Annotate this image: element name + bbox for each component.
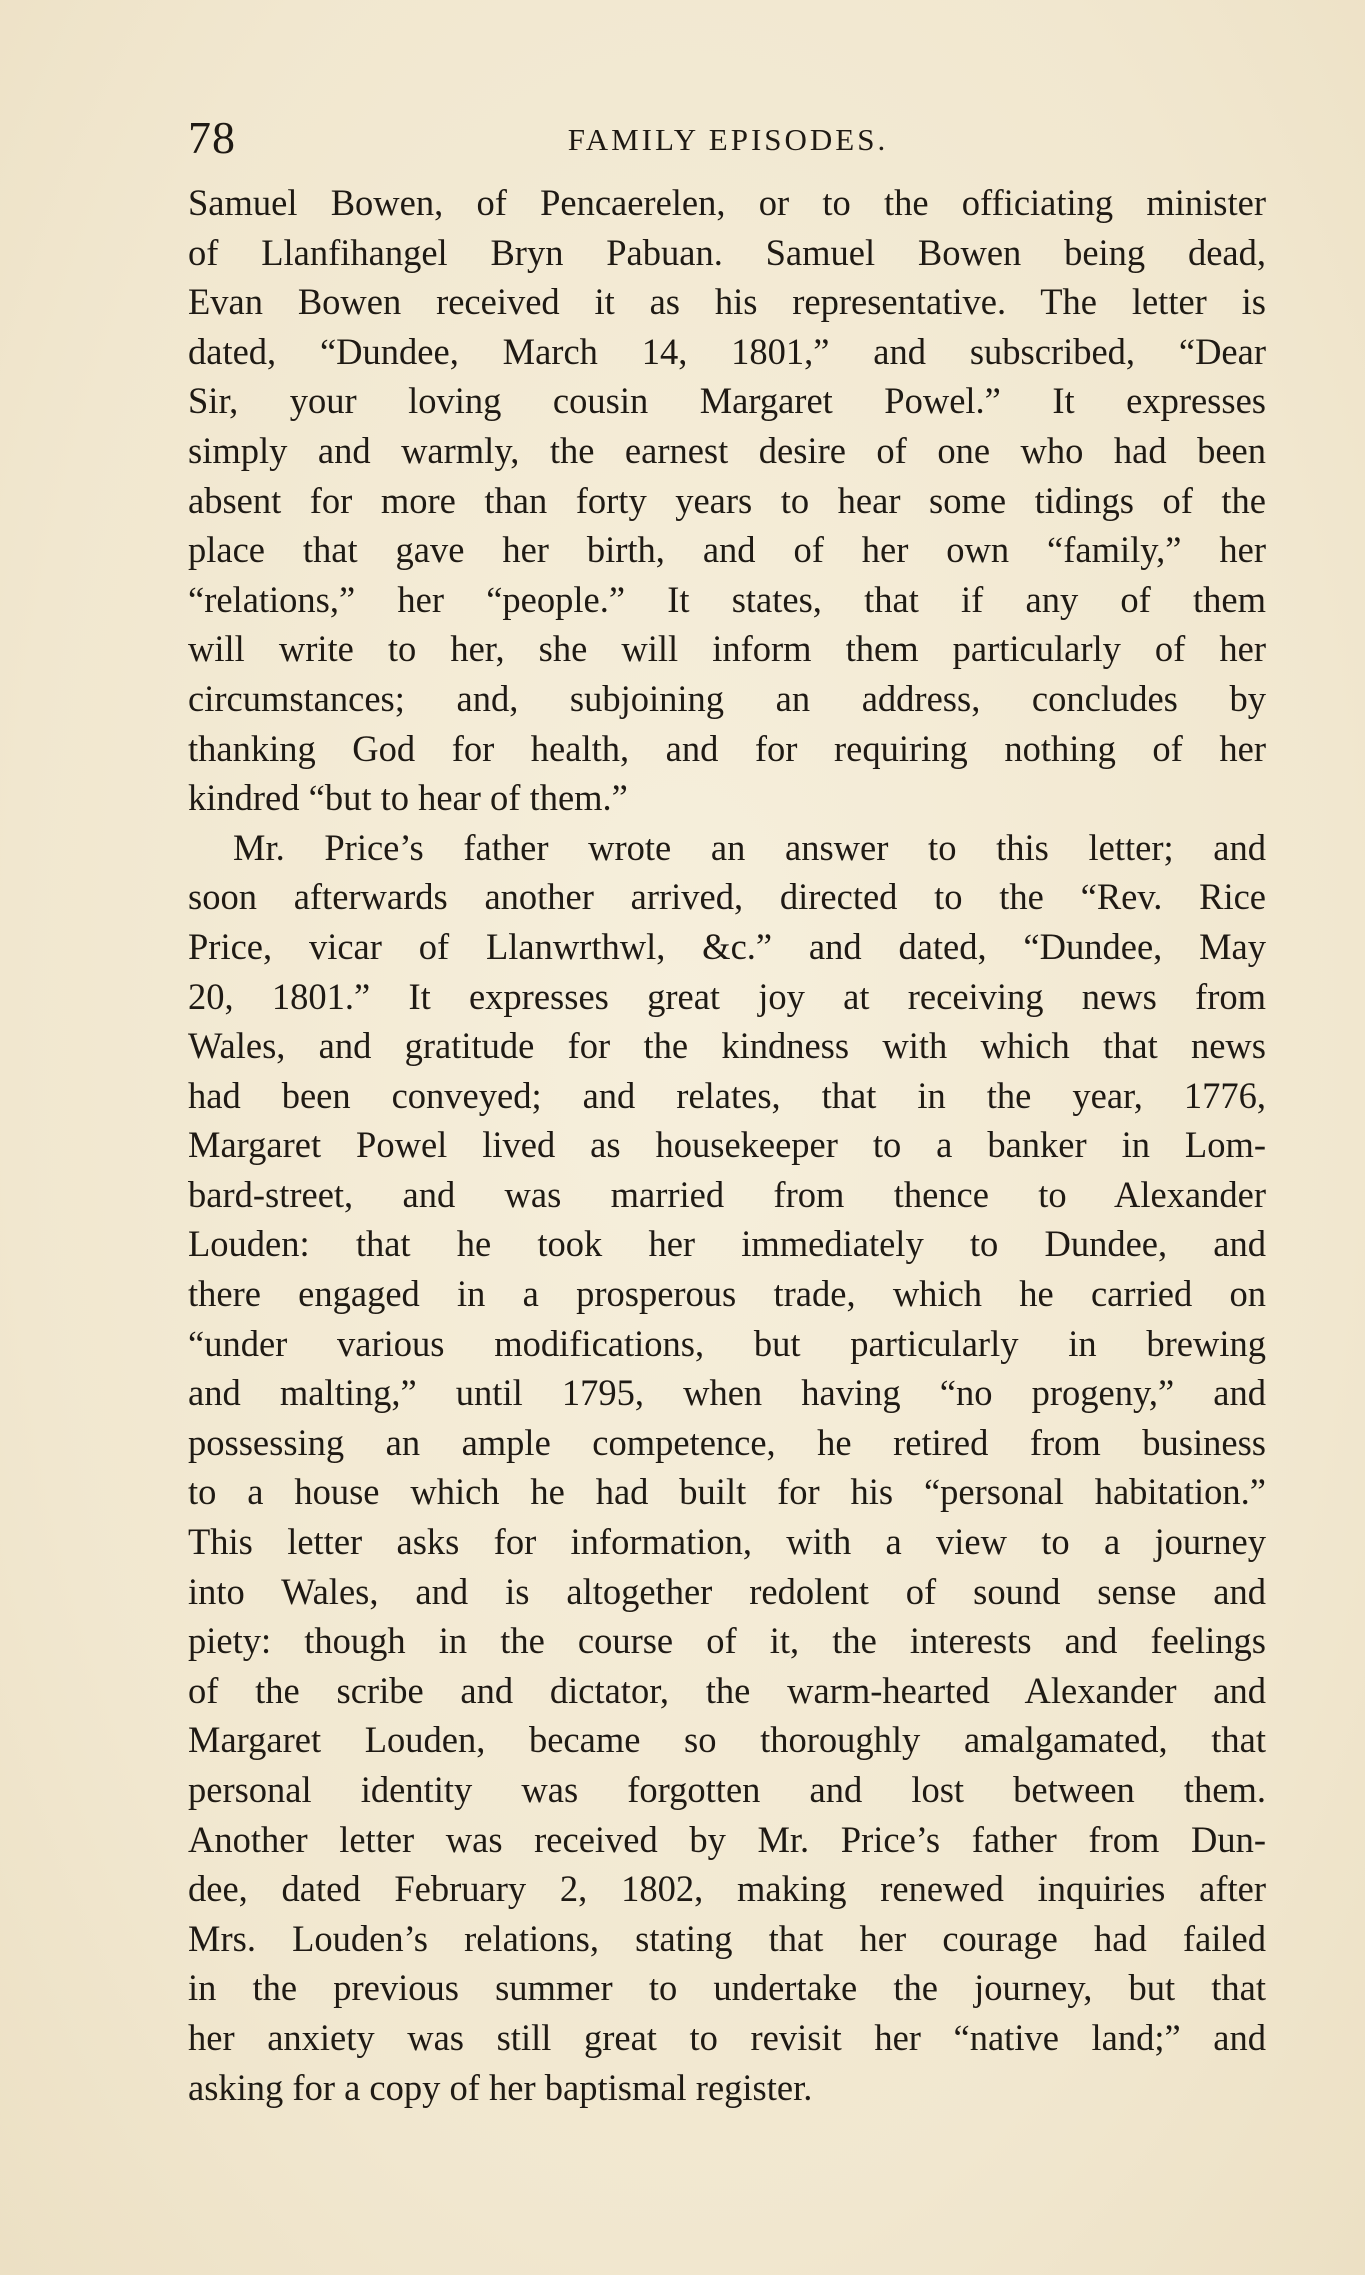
text-line: of the scribe and dictator, the warm-hearted Alexander and <box>188 1669 1266 1711</box>
body-text <box>188 178 1266 2112</box>
text-line: of Llanfihangel Bryn Pabuan. Samuel Bowen being dead, <box>188 231 1266 273</box>
text-line: dated, “Dundee, March 14, 1801,” and subscribed, “Dear <box>188 330 1266 372</box>
text-line: Price, vicar of Llanwrthwl, &c.” and dated, “Dundee, May <box>188 925 1266 967</box>
text-line: “under various modifications, but particularly in brewing <box>188 1322 1266 1364</box>
paragraph-end-line: asking for a copy of her baptismal register. <box>188 2066 813 2108</box>
text-line: will write to her, she will inform them particularly of her <box>188 628 1266 670</box>
text-line: her anxiety was still great to revisit her “native land;” and <box>188 2016 1266 2058</box>
text-line: into Wales, and is altogether redolent of sound sense and <box>188 1570 1266 1612</box>
text-line: personal identity was forgotten and lost between them. <box>188 1769 1266 1810</box>
text-line: Louden: that he took her immediately to Dundee, and <box>188 1223 1266 1265</box>
text-line: Another letter was received by Mr. Price’s father from Dun- <box>188 1818 1266 1860</box>
paragraph-start-line: Mr. Price’s father wrote an answer to this letter; and <box>233 826 1266 868</box>
text-line: Mrs. Louden’s relations, stating that her courage had failed <box>188 1917 1266 1959</box>
text-line: Wales, and gratitude for the kindness with which that news <box>188 1025 1266 1067</box>
running-head: FAMILY EPISODES. <box>567 122 889 157</box>
text-line: 20, 1801.” It expresses great joy at receiving news from <box>188 975 1266 1017</box>
text-line: had been conveyed; and relates, that in the year, 1776, <box>188 1074 1266 1116</box>
text-line: “relations,” her “people.” It states, that if any of them <box>188 578 1266 620</box>
text-line: This letter asks for information, with a view to a journey <box>188 1521 1266 1563</box>
text-line: and malting,” until 1795, when having “no progeny,” and <box>188 1372 1266 1414</box>
text-line: possessing an ample competence, he retired from business <box>188 1421 1266 1463</box>
text-line: thanking God for health, and for requiring nothing of her <box>188 727 1266 769</box>
text-line: there engaged in a prosperous trade, which he carried on <box>188 1273 1266 1315</box>
text-line: simply and warmly, the earnest desire of one who had been <box>188 429 1266 471</box>
text-line: in the previous summer to undertake the journey, but that <box>188 1967 1266 2009</box>
text-line: Evan Bowen received it as his representative. The letter is <box>188 281 1266 323</box>
text-line: to a house which he had built for his “personal habitation.” <box>188 1471 1266 1513</box>
text-line: dee, dated February 2, 1802, making renewed inquiries after <box>188 1868 1266 1910</box>
page-number: 78 <box>188 112 236 163</box>
text-line: absent for more than forty years to hear some tidings of the <box>188 479 1266 521</box>
text-line: Margaret Louden, became so thoroughly amalgamated, that <box>188 1719 1266 1761</box>
text-line: place that gave her birth, and of her own “family,” her <box>188 529 1266 571</box>
text-line: Sir, your loving cousin Margaret Powel.” It expresses <box>188 380 1266 422</box>
text-line: bard-street, and was married from thence to Alexander <box>188 1173 1266 1215</box>
page-header <box>188 108 1268 168</box>
text-line: Margaret Powel lived as housekeeper to a banker in Lom- <box>188 1124 1266 1166</box>
text-line: circumstances; and, subjoining an address, concludes by <box>188 677 1266 719</box>
text-line: soon afterwards another arrived, directed to the “Rev. Rice <box>188 876 1266 918</box>
paragraph-end-line: kindred “but to hear of them.” <box>188 777 628 819</box>
text-line: piety: though in the course of it, the interests and feelings <box>188 1620 1266 1662</box>
text-line: Samuel Bowen, of Pencaerelen, or to the officiating minister <box>188 182 1266 223</box>
